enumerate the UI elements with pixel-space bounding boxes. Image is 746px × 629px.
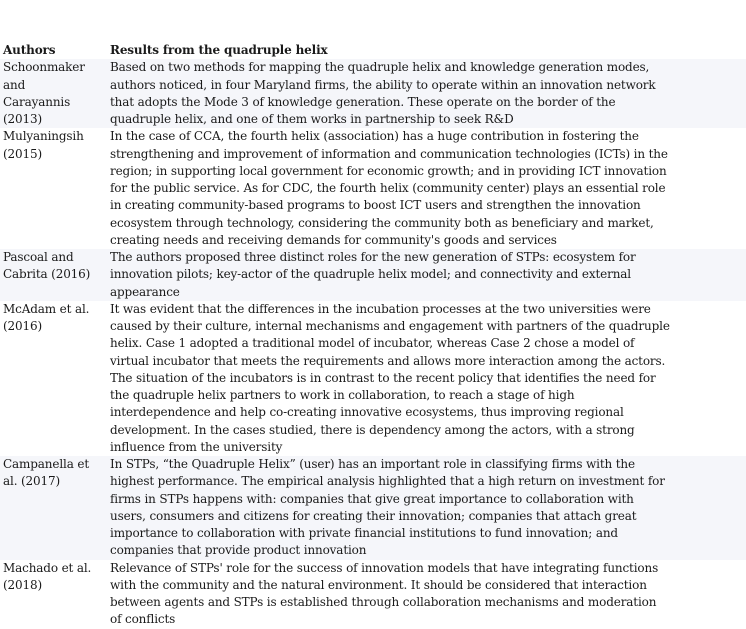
result-cell — [110, 301, 746, 456]
table-header-row — [0, 42, 746, 59]
author-line: (2015) — [3, 146, 43, 161]
result-line: appearance — [110, 284, 180, 299]
table-row — [0, 249, 746, 301]
result-line: innovation pilots; key-actor of the quadruple helix model; and connectivity and external — [110, 267, 631, 282]
author-cell — [0, 301, 110, 456]
author-line: McAdam et al. — [3, 301, 90, 316]
author-line: Pascoal and — [3, 250, 74, 264]
result-line: helix. Case 1 adopted a traditional model of incubator, whereas Case 2 chose a model of — [110, 336, 635, 351]
result-line: firms in STPs happens with: companies that give great importance to collaboration with — [110, 491, 634, 506]
result-line: the quadruple helix partners to work in collaboration, to reach a stage of high — [110, 388, 575, 402]
result-line: highest performance. The empirical analysis highlighted that a high return on investment for — [110, 474, 665, 489]
result-line: Relevance of STPs' role for the success of innovation models that have integrating functions — [110, 560, 659, 575]
author-cell — [0, 128, 110, 249]
result-line: caused by their culture, internal mechanisms and engagement with partners of the quadruple — [110, 319, 670, 333]
result-cell — [110, 560, 746, 629]
header-authors: Authors — [3, 43, 56, 57]
result-line: interdependence and help co-creating innovative ecosystems, thus improving regional — [110, 405, 624, 420]
result-line: users, consumers and citizens for creating their innovation; companies that attach great — [110, 508, 637, 523]
author-line: Mulyaningsih — [3, 129, 84, 144]
result-line: that adopts the Mode 3 of knowledge generation. These operate on the border of the — [110, 94, 616, 109]
author-line: (2018) — [3, 577, 43, 592]
result-cell — [110, 128, 746, 249]
author-cell — [0, 456, 110, 560]
author-line: (2013) — [3, 112, 43, 126]
author-line: al. (2017) — [3, 474, 61, 489]
result-line: region; in supporting local government for economic growth; and in providing ICT innovation — [110, 163, 667, 178]
result-line: of conflicts — [110, 612, 176, 627]
table-row — [0, 560, 746, 629]
author-cell — [0, 59, 110, 128]
result-line: development. In the cases studied, there is dependency among the actors, with a strong — [110, 422, 635, 437]
result-line: importance to collaboration with private financial institutions to fund innovation; and — [110, 526, 618, 540]
result-line: companies that provide product innovation — [110, 543, 367, 558]
author-line: Carayannis — [3, 94, 71, 109]
table-row — [0, 59, 746, 128]
result-line: for the public service. As for CDC, the fourth helix (community center) plays an essential role — [110, 181, 666, 195]
result-cell — [110, 59, 746, 128]
result-line: strengthening and improvement of information and communication technologies (ICTs) in the — [110, 146, 668, 161]
result-line: creating needs and receiving demands for community's goods and services — [110, 232, 557, 247]
author-line: Campanella et — [3, 457, 89, 471]
author-line: (2016) — [3, 319, 43, 333]
result-line: between agents and STPs is established through collaboration mechanisms and moderation — [110, 595, 657, 609]
author-line: Machado et al. — [3, 560, 92, 575]
result-line: virtual incubator that meets the requirements and allows more interaction among the actors. — [110, 353, 666, 368]
result-line: Based on two methods for mapping the quadruple helix and knowledge generation modes, — [110, 60, 650, 75]
result-cell — [110, 456, 746, 560]
result-line: in creating community-based programs to boost ICT users and strengthen the innovation — [110, 198, 641, 213]
header-results: Results from the quadruple helix — [110, 43, 328, 57]
table-row — [0, 128, 746, 249]
result-line: ecosystem through technology, considering the community both as beneficiary and market, — [110, 215, 654, 230]
author-cell — [0, 249, 110, 301]
table-row — [0, 301, 746, 456]
result-line: with the community and the natural environment. It should be considered that interaction — [110, 577, 647, 592]
result-line: It was evident that the differences in the incubation processes at the two universities were — [110, 301, 651, 316]
author-line: Cabrita (2016) — [3, 267, 91, 282]
author-line: and — [3, 77, 26, 92]
result-line: quadruple helix, and one of them works in partnership to seek R&D — [110, 112, 514, 126]
result-line: The authors proposed three distinct roles for the new generation of STPs: ecosystem for — [110, 250, 636, 264]
result-cell — [110, 249, 746, 301]
result-line: In the case of CCA, the fourth helix (association) has a huge contribution in fostering the — [110, 129, 639, 144]
results-table — [0, 42, 746, 629]
result-line: influence from the university — [110, 439, 283, 454]
result-line: In STPs, “the Quadruple Helix” (user) has an important role in classifying firms with the — [110, 457, 635, 471]
result-line: authors noticed, in four Maryland firms, the ability to operate within an innovation network — [110, 77, 656, 92]
table-row — [0, 456, 746, 560]
author-line: Schoonmaker — [3, 60, 85, 75]
author-cell — [0, 560, 110, 629]
result-line: The situation of the incubators is in contrast to the recent policy that identifies the need for — [110, 370, 656, 385]
